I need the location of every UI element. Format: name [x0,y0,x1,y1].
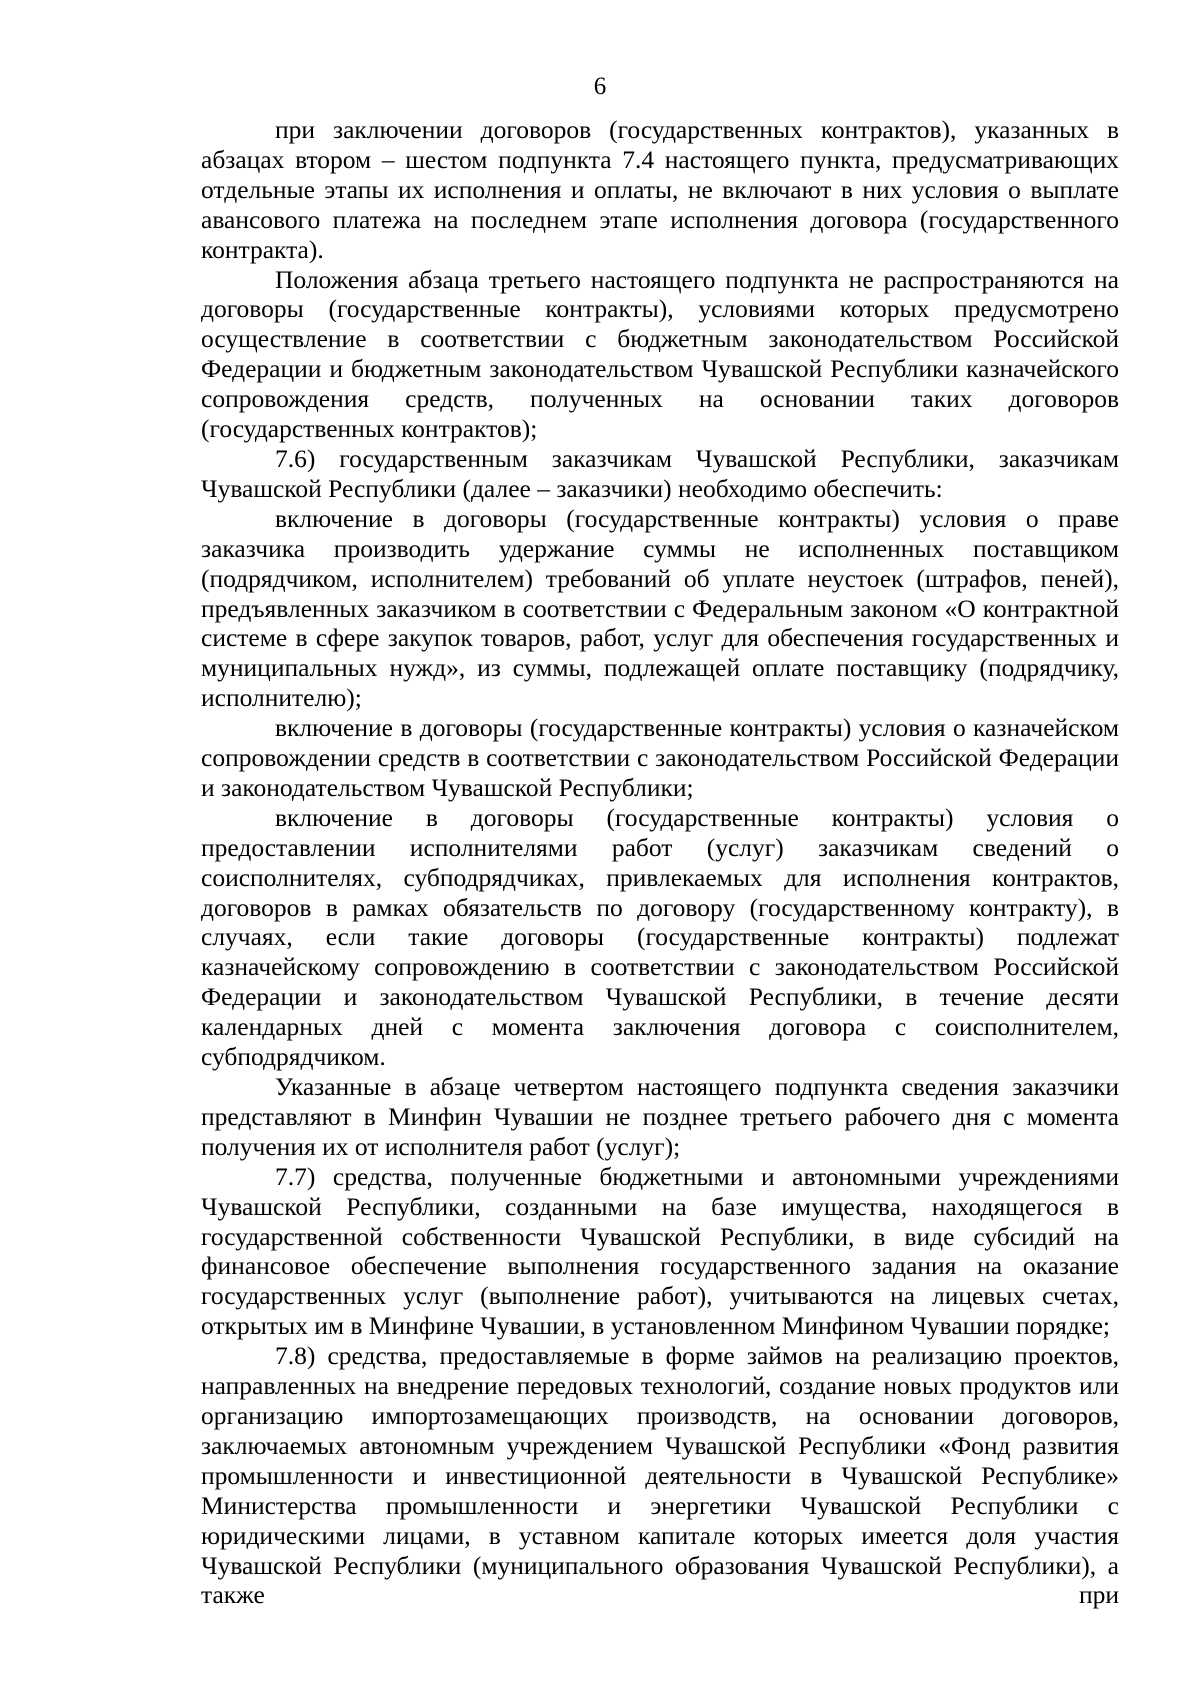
paragraph-3: 7.6) государственным заказчикам Чувашской Республики, заказчикам Чувашской Республики (далее – заказчики) необходимо обеспечить: [201,443,1119,503]
paragraph-1: при заключении договоров (государственных контрактов), указанных в абзацах втором – шестом подпункта 7.4 настоящего пункта, предусматривающих отдельные этапы их исполнения и оплаты, не включают в них условия о выплате авансового платежа на последнем этапе исполнения договора (государственного контракта). [201,115,1119,264]
paragraph-2: Положения абзаца третьего настоящего подпункта не распространяются на договоры (государственные контракты), условиями которых предусмотрено осуществление в соответствии с бюджетным законодательством Российской Федерации и бюджетным законодательством Чувашской Республики казначейского сопровождения средств, полученных на основании таких договоров (государственных контрактов); [201,264,1119,444]
paragraph-7: Указанные в абзаце четвертом настоящего подпункта сведения заказчики представляют в Минфин Чувашии не позднее третьего рабочего дня с момента получения их от исполнителя работ (услуг); [201,1072,1119,1161]
paragraph-5: включение в договоры (государственные контракты) условия о казначейском сопровождении средств в соответствии с законодательством Российской Федерации и законодательством Чувашской Республики; [201,713,1119,802]
paragraph-6: включение в договоры (государственные контракты) условия о предоставлении исполнителями работ (услуг) заказчикам сведений о соисполнителях, субподрядчиках, привлекаемых для исполнения контрактов, договоров в рамках обязательств по договору (государственному контракту), в случаях, если такие договоры (государственные контракты) подлежат казначейскому сопровождению в соответствии с законодательством Российской Федерации и законодательством Чувашской Республики, в течение десяти календарных дней с момента заключения договора с соисполнителем, субподрядчиком. [201,802,1119,1072]
paragraph-9: 7.8) средства, предоставляемые в форме займов на реализацию проектов, направленных на внедрение передовых технологий, создание новых продуктов или организацию импортозамещающих производств, на основании договоров, заключаемых автономным учреждением Чувашской Республики «Фонд развития промышленности и инвестиционной деятельности в Чувашской Республике» Министерства промышленности и энергетики Чувашской Республики с юридическими лицами, в уставном капитале которых имеется доля участия Чувашской Республики (муниципального образования Чувашской Республики), а также при [201,1341,1119,1610]
paragraph-4: включение в договоры (государственные контракты) условия о праве заказчика производить удержание суммы не исполненных поставщиком (подрядчиком, исполнителем) требований об уплате неустоек (штрафов, пеней), предъявленных заказчиком в соответствии с Федеральным законом «О контрактной системе в сфере закупок товаров, работ, услуг для обеспечения государственных и муниципальных нужд», из суммы, подлежащей оплате поставщику (подрядчику, исполнителю); [201,503,1119,713]
document-body [201,115,1119,1610]
page-number: 6 [593,73,607,100]
paragraph-8: 7.7) средства, полученные бюджетными и автономными учреждениями Чувашской Республики, созданными на базе имущества, находящегося в государственной собственности Чувашской Республики, в виде субсидий на финансовое обеспечение выполнения государственного задания на оказание государственных услуг (выполнение работ), учитываются на лицевых счетах, открытых им в Минфине Чувашии, в установленном Минфином Чувашии порядке; [201,1161,1119,1341]
